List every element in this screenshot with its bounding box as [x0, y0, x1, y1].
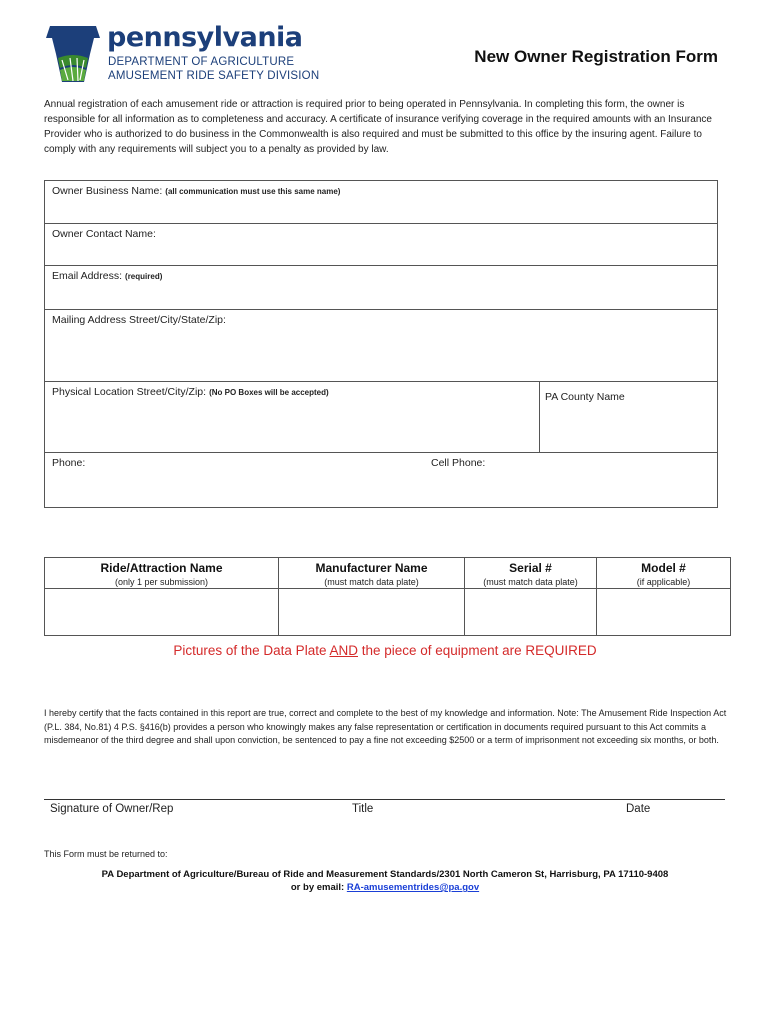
serial-divider — [465, 588, 596, 589]
return-address — [0, 868, 770, 894]
email-note: (required) — [125, 272, 163, 281]
signature-date-label: Date — [626, 803, 651, 815]
serial-column[interactable] — [465, 558, 597, 635]
physical-location-note: (No PO Boxes will be accepted) — [209, 388, 329, 397]
logo-department: DEPARTMENT OF AGRICULTURE — [108, 56, 295, 68]
phone-label: Phone: — [52, 457, 86, 469]
form-title: New Owner Registration Form — [474, 47, 718, 66]
signature-title-label: Title — [352, 803, 374, 815]
county-divider — [539, 382, 540, 453]
pictures-text-before: Pictures of the Data Plate — [173, 643, 330, 658]
phone-field[interactable] — [45, 453, 717, 509]
return-instructions: This Form must be returned to: — [44, 849, 168, 859]
serial-subheader: (must match data plate) — [483, 577, 578, 587]
signature-line[interactable] — [44, 799, 725, 800]
email-text: Email Address: — [52, 270, 123, 282]
intro-paragraph: Annual registration of each amusement ride or attraction is required prior to being operated in Pennsylvania. In completing this form, the owner is responsible for all information as to completeness and accuracy. A certificate of insurance verifying coverage in the required amounts with an Insurance Provider who is authorized to do business in the Commonwealth is also required and must be submitted to this office by the insuring agent. Failure to comply with any requirements will subject you to a penalty as provided by law. — [44, 99, 712, 155]
logo-wordmark: pennsylvania — [107, 22, 303, 53]
keystone-logo-icon — [44, 24, 102, 84]
return-address-line: PA Department of Agriculture/Bureau of Ride and Measurement Standards/2301 North Cameron St, Harrisburg, PA 17110-9408 — [101, 869, 669, 880]
cell-phone-label: Cell Phone: — [431, 457, 486, 469]
mailing-address-field[interactable] — [45, 310, 717, 382]
manufacturer-divider — [279, 588, 464, 589]
mailing-address-label: Mailing Address Street/City/State/Zip: — [52, 314, 226, 326]
ride-name-header: Ride/Attraction Name — [100, 561, 223, 575]
manufacturer-column[interactable] — [279, 558, 465, 635]
business-name-note: (all communication must use this same name) — [165, 187, 341, 196]
physical-location-text: Physical Location Street/City/Zip: — [52, 386, 207, 398]
signature-owner-label: Signature of Owner/Rep — [50, 803, 174, 815]
business-name-label — [52, 185, 340, 197]
email-link[interactable]: RA-amusementrides@pa.gov — [346, 882, 480, 893]
model-column[interactable] — [597, 558, 730, 635]
model-subheader: (if applicable) — [636, 577, 691, 587]
business-name-field[interactable] — [45, 181, 717, 224]
business-name-text: Owner Business Name: — [52, 185, 163, 197]
manufacturer-subheader: (must match data plate) — [324, 577, 419, 587]
pictures-text-after: the piece of equipment are REQUIRED — [357, 643, 597, 658]
ride-name-divider — [45, 588, 278, 589]
email-prefix: or by email: — [290, 882, 347, 893]
certification-statement: I hereby certify that the facts contained in this report are true, correct and complete to the best of my knowledge and information. Note: The Amusement Ride Inspection Act (P.L. 384, No.81) 4 P.S. §416(b) provides a person who knowingly makes any false representation or certification in documents required pursuant to this Act commits a misdemeanor of the third degree and shall upon conviction, be sentenced to pay a fine not exceeding $2500 or a term of imprisonment not exceeding six months, or both. — [44, 708, 727, 745]
serial-header: Serial # — [509, 561, 552, 575]
pictures-required-notice — [0, 643, 770, 658]
contact-name-label: Owner Contact Name: — [52, 228, 156, 240]
owner-info-box — [44, 180, 718, 508]
ride-table — [44, 557, 731, 636]
county-label: PA County Name — [545, 391, 625, 403]
model-divider — [597, 588, 730, 589]
ride-name-subheader: (only 1 per submission) — [114, 577, 209, 587]
email-label — [52, 270, 162, 282]
manufacturer-header: Manufacturer Name — [315, 561, 428, 575]
pictures-text-and: AND — [329, 643, 358, 658]
pa-agriculture-logo — [44, 22, 324, 86]
email-line — [0, 881, 770, 894]
physical-location-field[interactable] — [45, 382, 717, 453]
logo-division: AMUSEMENT RIDE SAFETY DIVISION — [108, 70, 320, 82]
email-field[interactable] — [45, 266, 717, 310]
physical-location-label — [52, 386, 329, 398]
model-header: Model # — [641, 561, 686, 575]
ride-name-column[interactable] — [45, 558, 279, 635]
contact-name-field[interactable] — [45, 224, 717, 266]
